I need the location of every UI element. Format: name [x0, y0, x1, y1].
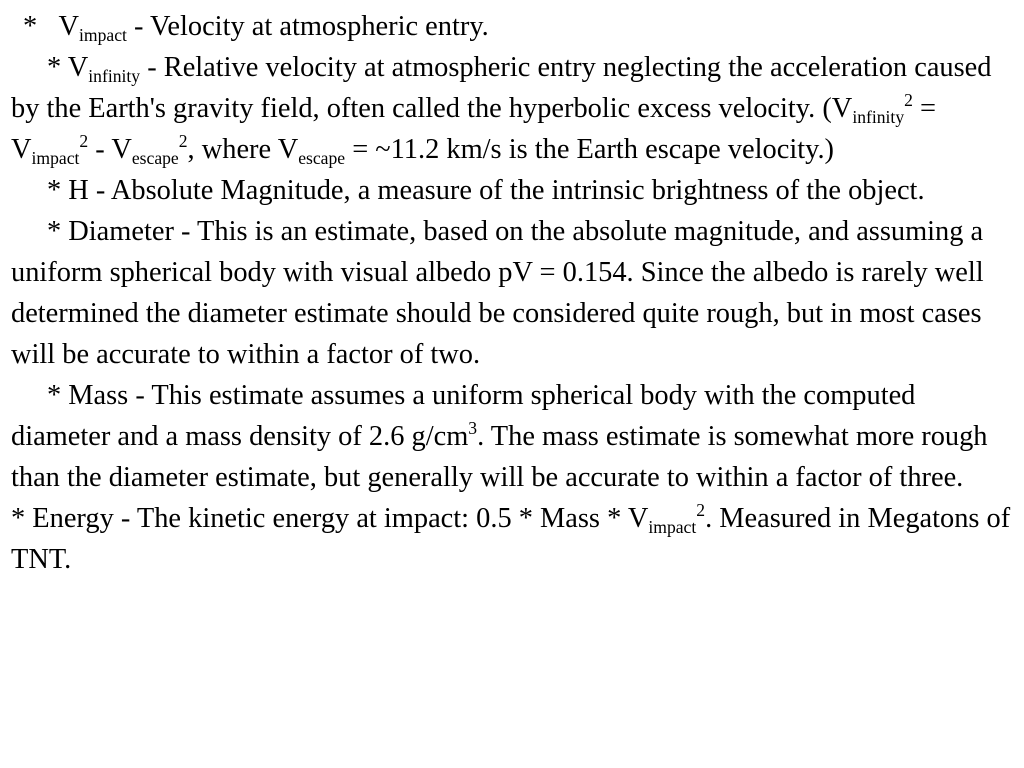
eq-subscript: escape [131, 147, 179, 168]
energy-text: * Energy - The kinetic energy at impact: 0.5 * Mass * [11, 503, 628, 534]
eq-subscript: escape [298, 147, 346, 168]
symbol: V [627, 503, 649, 534]
subscript: impact [79, 24, 127, 45]
description: - Relative velocity at atmospheric entry neglecting the acceleration caused by the Earth's gravity field, often called the hyperbolic excess velocity. ( [11, 52, 992, 124]
symbol: V [67, 52, 89, 83]
subscript: impact [648, 516, 697, 537]
diameter-text: * Diameter - This is an estimate, based on the absolute magnitude, and assuming a uniform spherical body with visual albedo pV = 0.154. Since the albedo is rarely well determined the diameter estimate should be considered quite rough, but in most cases will be accurate to within a factor of two. [11, 216, 984, 370]
eq-text: - [88, 134, 112, 165]
eq-symbol: V [277, 134, 299, 165]
eq-text: = ~11.2 km/s is the Earth escape velocity.) [345, 134, 834, 165]
eq-superscript: 2 [904, 90, 913, 111]
entry-diameter [11, 211, 1019, 375]
eq-symbol: V [11, 134, 32, 165]
energy-text-end: . Measured in Megatons of TNT. [11, 503, 1011, 575]
eq-superscript: 2 [178, 131, 188, 152]
description: - Velocity at atmospheric entry. [126, 11, 489, 42]
eq-text: = [912, 93, 937, 124]
eq-text: , where [187, 134, 278, 165]
symbol: V [58, 11, 80, 42]
bullet: * [23, 11, 38, 42]
entry-v-impact [11, 6, 1019, 47]
entry-h [11, 170, 1019, 211]
mass-text-end: . The mass estimate is somewhat more rough than the diameter estimate, but generally will be accurate to within a factor of three. [11, 421, 988, 493]
entry-v-infinity [11, 47, 1019, 170]
h-text: * H - Absolute Magnitude, a measure of the intrinsic brightness of the object. [47, 175, 925, 206]
eq-superscript: 2 [79, 131, 89, 152]
superscript: 2 [696, 500, 706, 521]
eq-subscript: impact [31, 147, 80, 168]
glossary-text [11, 6, 1019, 580]
mass-text: * Mass - This estimate assumes a uniform spherical body with the computed diameter and a mass density of 2.6 g/cm [11, 380, 916, 452]
entry-energy [11, 498, 1019, 580]
superscript: 3 [468, 418, 478, 439]
eq-subscript: infinity [852, 106, 905, 127]
eq-symbol: V [831, 93, 853, 124]
eq-symbol: V [111, 134, 132, 165]
entry-mass [11, 375, 1019, 498]
bullet: * [47, 52, 68, 83]
subscript: infinity [88, 65, 141, 86]
